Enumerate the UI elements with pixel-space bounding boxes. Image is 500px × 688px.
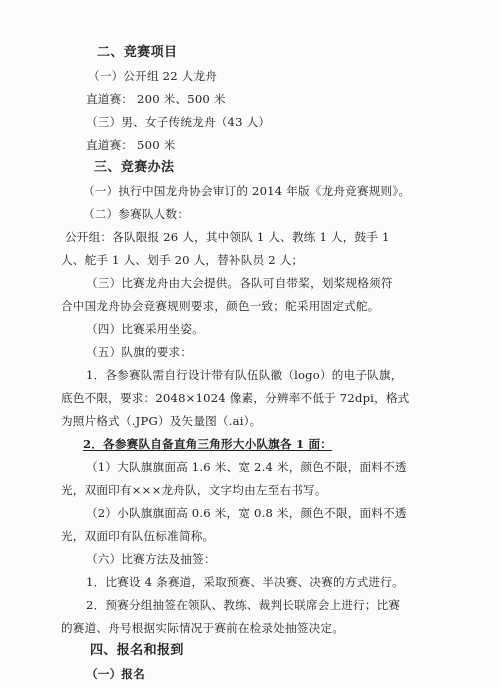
rule-item-5-heading: （五）队旗的要求： (86, 345, 193, 359)
registration-item-1: （一）报名 (86, 667, 145, 681)
team-size-line-2: 人、舵手 1 人、划手 20 人，替补队员 2 人； (61, 253, 304, 267)
flag-small-line-2: 光，双面印有队伍标准简称。 (61, 529, 215, 543)
flag-large-line-1: （1）大队旗旗面高 1.6 米、宽 2.4 米，颜色不限，面料不透 (86, 460, 407, 474)
flag-small-line-1: （2）小队旗旗面高 0.6 米，宽 0.8 米，颜色不限，面料不透 (86, 506, 407, 520)
flag-req-1-line-1: 1．各参赛队需自行设计带有队伍队徽（logo）的电子队旗， (86, 368, 403, 382)
event-item-open-group: （一）公开组 22 人龙舟 (88, 69, 218, 83)
flag-req-1-line-3: 为照片格式（.JPG）及矢量图（.ai）。 (61, 414, 262, 428)
rule-item-1: （一）执行中国龙舟协会审订的 2014 年版《龙舟竞赛规则》。 (83, 184, 411, 198)
section-heading-registration: 四、报名和报到 (90, 643, 184, 658)
event-distance-open: 直道赛： 200 米、500 米 (86, 92, 226, 106)
rule-item-6-heading: （六）比赛方法及抽签： (86, 552, 216, 566)
section-heading-competition-methods: 三、竞赛办法 (94, 160, 175, 175)
flag-req-1-line-2: 底色不限，要求：2048×1024 像素，分辨率不低于 72dpi，格式 (61, 391, 410, 405)
event-distance-traditional: 直道赛： 500 米 (86, 138, 176, 152)
rule-item-3-line-1: （三）比赛龙舟由大会提供。各队可自带桨，划桨规格须符 (86, 276, 393, 290)
rule-item-3-line-2: 合中国龙舟协会竞赛规则要求，颜色一致；舵采用固定式舵。 (61, 299, 380, 313)
race-format-line: 1．比赛设 4 条赛道，采取预赛、半决赛、决赛的方式进行。 (86, 575, 404, 589)
rule-item-2-heading: （二）参赛队人数： (83, 207, 190, 221)
flag-large-line-2: 光，双面印有×××龙舟队，文字均由左至右书写。 (61, 483, 327, 497)
rule-item-4: （四）比赛采用坐姿。 (86, 322, 204, 336)
flag-req-2-underlined: 2．各参赛队自备直角三角形大小队旗各 1 面： (83, 437, 333, 451)
section-heading-competition-events: 二、竞赛项目 (97, 45, 178, 60)
draw-rule-line-2: 的赛道、舟号根据实际情况于赛前在检录处抽签决定。 (61, 621, 345, 635)
event-item-traditional: （三）男、女子传统龙舟（43 人） (86, 115, 271, 129)
draw-rule-line-1: 2．预赛分组抽签在领队、教练、裁判长联席会上进行；比赛 (86, 598, 401, 612)
team-size-line-1: 公开组：各队限报 26 人，其中领队 1 人、教练 1 人，鼓手 1 (65, 230, 390, 244)
